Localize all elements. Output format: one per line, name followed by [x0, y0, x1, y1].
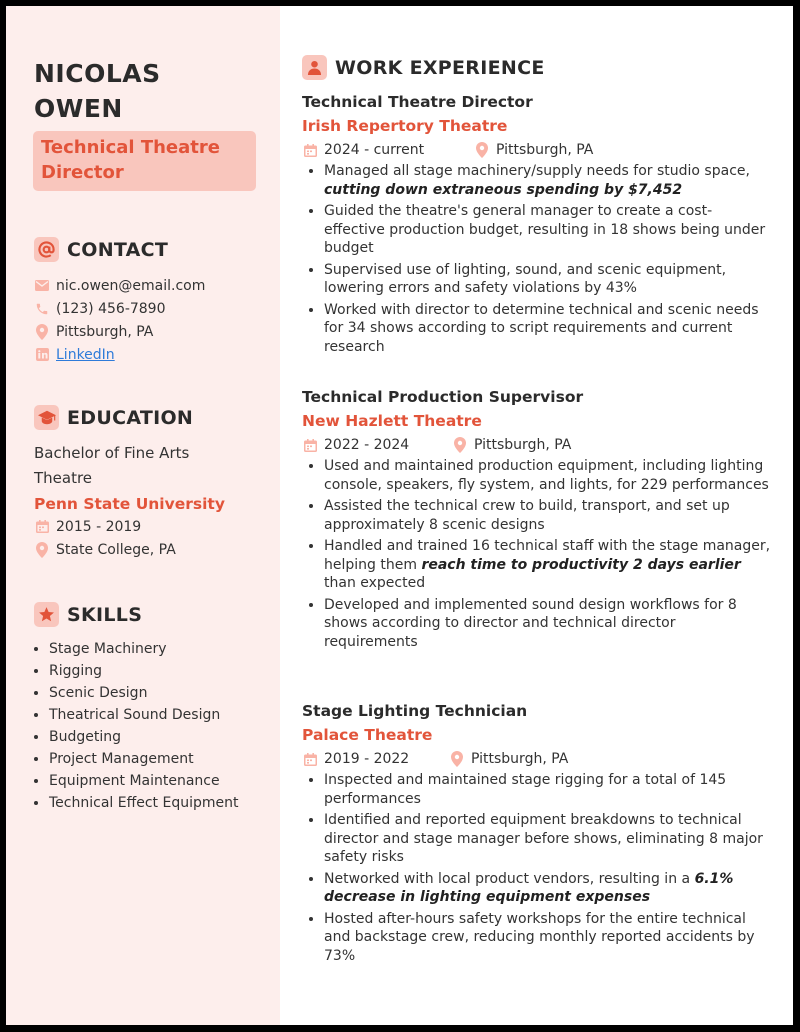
email-text: nic.owen@email.com	[56, 277, 206, 294]
bullet	[324, 910, 772, 966]
calendar-icon	[302, 142, 318, 158]
candidate-name	[34, 56, 254, 126]
job-meta	[302, 747, 772, 771]
contact-list	[34, 274, 205, 366]
linkedin-link[interactable]: LinkedIn	[56, 346, 115, 363]
bullet-text: Identified and reported equipment breakdowns to technical director and stage manager before shows, eliminating 8 major safety risks	[324, 812, 763, 865]
bullet-text: Managed all stage machinery/supply needs for studio space,	[324, 163, 750, 179]
job-company: Palace Theatre	[302, 726, 433, 744]
calendar-icon	[302, 751, 318, 767]
map-pin-icon	[449, 751, 465, 767]
map-pin-icon	[34, 324, 50, 340]
skill-item: • Project Management	[49, 748, 238, 770]
role-badge	[33, 131, 256, 191]
location-text: Pittsburgh, PA	[56, 323, 154, 340]
contact-title: CONTACT	[67, 238, 169, 261]
bullet-text: Hosted after-hours safety workshops for the entire technical and backstage crew, reducing monthly reported accidents by 73%	[324, 910, 755, 964]
skills-heading	[34, 602, 142, 627]
skill-item: • Budgeting	[49, 726, 238, 748]
work-heading	[302, 55, 545, 80]
bullet-emphasis: cutting down extraneous spending by $7,452	[324, 181, 683, 198]
job-location-text: Pittsburgh, PA	[474, 437, 572, 453]
job-dates: 2024 - current	[324, 142, 425, 158]
role-line-2: Director	[41, 162, 124, 183]
job-entry	[302, 699, 772, 968]
skills-list	[34, 638, 238, 814]
bullet	[324, 870, 772, 907]
role-line-1: Technical Theatre	[41, 137, 220, 158]
bullet-text: Developed and implemented sound design workflows for 8 shows according to director and technical director requirements	[324, 596, 737, 650]
job-location	[449, 751, 568, 767]
job-bullets	[302, 771, 772, 965]
name-line-2: OWEN	[34, 94, 123, 123]
phone-icon	[34, 301, 50, 317]
school-name: Penn State University	[34, 495, 225, 513]
graduation-cap-icon	[34, 405, 59, 430]
education-location	[34, 538, 264, 561]
contact-linkedin[interactable]	[34, 343, 205, 366]
bullet-text: Assisted the technical crew to build, transport, and set up approximately 8 scenic designs	[324, 498, 730, 533]
bullet	[324, 162, 772, 199]
job-title: Stage Lighting Technician	[302, 702, 528, 720]
job-entry	[302, 90, 772, 359]
bullet	[324, 537, 772, 593]
job-location	[452, 437, 571, 453]
bullet-emphasis: 6.1% decrease in lighting equipment expenses	[324, 870, 734, 905]
job-title: Technical Theatre Director	[302, 93, 533, 111]
job-meta	[302, 433, 772, 457]
bullet	[324, 811, 772, 867]
skill-item: • Scenic Design	[49, 682, 238, 704]
bullet-text: Used and maintained production equipment, including lighting console, speakers, fly system, and lights, for 229 performances	[324, 458, 769, 493]
education-dates-text: 2015 - 2019	[56, 518, 142, 535]
job-meta	[302, 138, 772, 162]
education-title: EDUCATION	[67, 406, 194, 429]
bullet-emphasis: reach time to productivity 2 days earlier	[421, 556, 741, 573]
bullet	[324, 202, 772, 258]
work-title: WORK EXPERIENCE	[335, 56, 545, 79]
resume-page	[6, 6, 793, 1025]
bullet	[324, 457, 772, 494]
job-entry	[302, 385, 772, 654]
bullet	[324, 497, 772, 534]
envelope-icon	[34, 278, 50, 294]
sidebar	[6, 6, 280, 1025]
contact-heading	[34, 237, 168, 262]
calendar-icon	[34, 519, 50, 535]
job-bullets	[302, 457, 772, 651]
user-icon	[302, 55, 327, 80]
bullet-text: Networked with local product vendors, resulting in a	[324, 870, 695, 887]
bullet-text: Handled and trained 16 technical staff with the stage manager, helping them	[324, 538, 771, 573]
job-company: Irish Repertory Theatre	[302, 117, 508, 135]
bullet-text: Worked with director to determine technical and scenic needs for 34 shows according to script requirements and current research	[324, 301, 759, 355]
map-pin-icon	[452, 437, 468, 453]
skills-title: SKILLS	[67, 603, 143, 626]
job-location-text: Pittsburgh, PA	[496, 142, 594, 158]
linkedin-icon	[34, 347, 50, 363]
skill-item: • Technical Effect Equipment	[49, 792, 238, 814]
degree-line-2: Theatre	[34, 469, 93, 487]
contact-location	[34, 320, 205, 343]
education-heading	[34, 405, 193, 430]
bullet	[324, 261, 772, 298]
bullet-text-tail: than expected	[324, 575, 426, 591]
phone-text: (123) 456-7890	[56, 300, 166, 317]
bullet	[324, 301, 772, 357]
bullet-text: Supervised use of lighting, sound, and scenic equipment, lowering errors and safety violations by 43%	[324, 261, 727, 296]
job-dates: 2019 - 2022	[324, 751, 410, 767]
star-icon	[34, 602, 59, 627]
job-dates: 2022 - 2024	[324, 437, 410, 453]
contact-phone[interactable]	[34, 297, 205, 320]
name-line-1: NICOLAS	[34, 59, 161, 88]
job-title: Technical Production Supervisor	[302, 388, 584, 406]
education-entry	[34, 441, 264, 561]
education-dates	[34, 515, 264, 538]
contact-email[interactable]	[34, 274, 205, 297]
main-content	[280, 6, 793, 1025]
at-icon	[34, 237, 59, 262]
skill-item: • Equipment Maintenance	[49, 770, 238, 792]
map-pin-icon	[34, 542, 50, 558]
skill-item: • Stage Machinery	[49, 638, 238, 660]
job-location-text: Pittsburgh, PA	[471, 751, 569, 767]
calendar-icon	[302, 437, 318, 453]
map-pin-icon	[474, 142, 490, 158]
skill-item: • Rigging	[49, 660, 238, 682]
education-location-text: State College, PA	[56, 541, 176, 558]
bullet	[324, 771, 772, 808]
job-location	[474, 142, 593, 158]
skill-item: • Theatrical Sound Design	[49, 704, 238, 726]
bullet-text: Guided the theatre's general manager to create a cost-effective production budget, resulting in 18 shows being under budget	[324, 203, 766, 256]
job-bullets	[302, 162, 772, 356]
degree-line-1: Bachelor of Fine Arts	[34, 444, 190, 462]
bullet	[324, 596, 772, 652]
bullet-text: Inspected and maintained stage rigging for a total of 145 performances	[324, 772, 727, 807]
job-company: New Hazlett Theatre	[302, 412, 482, 430]
